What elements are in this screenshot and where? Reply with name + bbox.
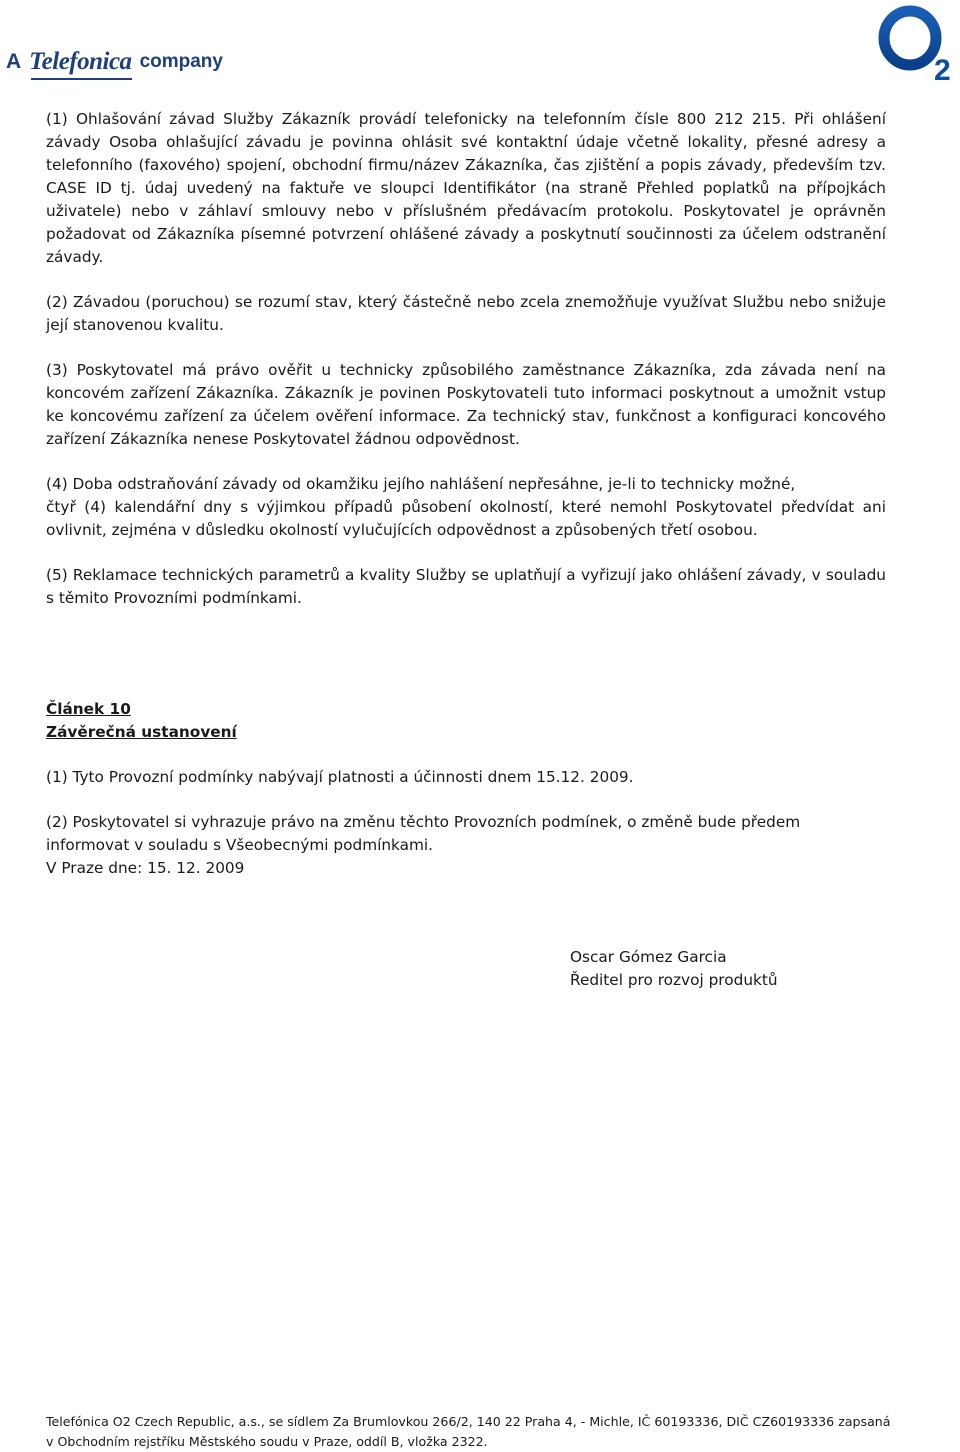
- telefonica-logo-suffix: company: [139, 51, 223, 72]
- paragraph-fault-definition: (2) Závadou (poruchou) se rozumí stav, který částečně nebo zcela znemožňuje využívat Službu nebo snižuje její stanovenou kvalitu.: [46, 293, 886, 334]
- signatory-name: Oscar Gómez Garcia: [570, 948, 727, 966]
- paragraph-verification: (3) Poskytovatel má právo ověřit u technicky způsobilého zaměstnance Zákazníka, zda závada není na koncovém zařízení Zákazníka. Zákazník je povinen Poskytovateli tuto informaci poskytnout a umožnit vstup ke koncovému zařízení za účelem ověření informace. Za technický stav, funkčnost a konfiguraci koncového zařízení Zákazníka nenese Poskytovatel žádnou odpovědnost.: [46, 361, 886, 448]
- paragraph-complaints: (5) Reklamace technických parametrů a kvality Služby se uplatňují a vyřizují jako ohlášení závady, v souladu s těmito Provozními podmínkami.: [46, 566, 886, 607]
- clause-validity: (1) Tyto Provozní podmínky nabývají platnosti a účinnosti dnem 15.12. 2009.: [46, 768, 634, 786]
- paragraph-fault-reporting: (1) Ohlašování závad Služby Zákazník provádí telefonicky na telefonním čísle 800 212 215. Při ohlášení závady Osoba ohlašující závadu je povinna ohlásit své kontaktní údaje včetně lokality, přesné adresy a telefonního (faxového) spojení, obchodní firmu/název Zákazníka, čas zjištění a popis závady, především tzv. CASE ID tj. údaj uvedený na faktuře ve sloupci Identifikátor (na straně Přehled poplatků na přípojkách uživatele) nebo v záhlaví smlouvy nebo v příslušném předávacím protokolu. Poskytovatel je oprávněn požadovat od Zákazníka písemné potvrzení ohlášené závady a poskytnutí součinnosti za účelem odstranění závady.: [46, 110, 886, 266]
- footer-line-1: Telefónica O2 Czech Republic, a.s., se sídlem Za Brumlovkou 266/2, 140 22 Praha 4, - Michle, IČ 60193336, DIČ CZ60193336 zapsaná: [46, 1414, 891, 1429]
- document-body: [46, 108, 886, 880]
- article-heading: [46, 698, 886, 744]
- page-header: [0, 0, 960, 90]
- footer-line-2: v Obchodním rejstříku Městského soudu v Praze, oddíl B, vložka 2322.: [46, 1434, 488, 1449]
- page-footer: [46, 1412, 926, 1452]
- article-number: Článek 10: [46, 700, 131, 718]
- clause-amendment: (2) Poskytovatel si vyhrazuje právo na změnu těchto Provozních podmínek, o změně bude předem informovat v souladu s Všeobecnými podmínkami.: [46, 813, 801, 854]
- paragraph-repair-time-line1: (4) Doba odstraňování závady od okamžiku jejího nahlášení nepřesáhne, je-li to technicky možné,: [46, 475, 796, 493]
- telefonica-logo: [6, 40, 223, 76]
- telefonica-logo-prefix: A: [6, 50, 22, 73]
- article-title: Závěrečná ustanovení: [46, 723, 237, 741]
- paragraph-repair-time: [46, 473, 886, 542]
- paragraph-repair-time-rest: čtyř (4) kalendářní dny s výjimkou případů působení okolností, které nemohl Poskytovatel předvídat ani ovlivnit, zejména v důsledku okolností vylučujících odpovědnost a způsobených třetí osobou.: [46, 498, 886, 539]
- telefonica-logo-brand: Telefonica: [29, 48, 132, 75]
- svg-text:2: 2: [934, 54, 951, 84]
- signature-block: [570, 946, 778, 992]
- o2-logo: [876, 4, 960, 84]
- document-date: V Praze dne: 15. 12. 2009: [46, 859, 245, 877]
- signatory-role: Ředitel pro rozvoj produktů: [570, 971, 778, 989]
